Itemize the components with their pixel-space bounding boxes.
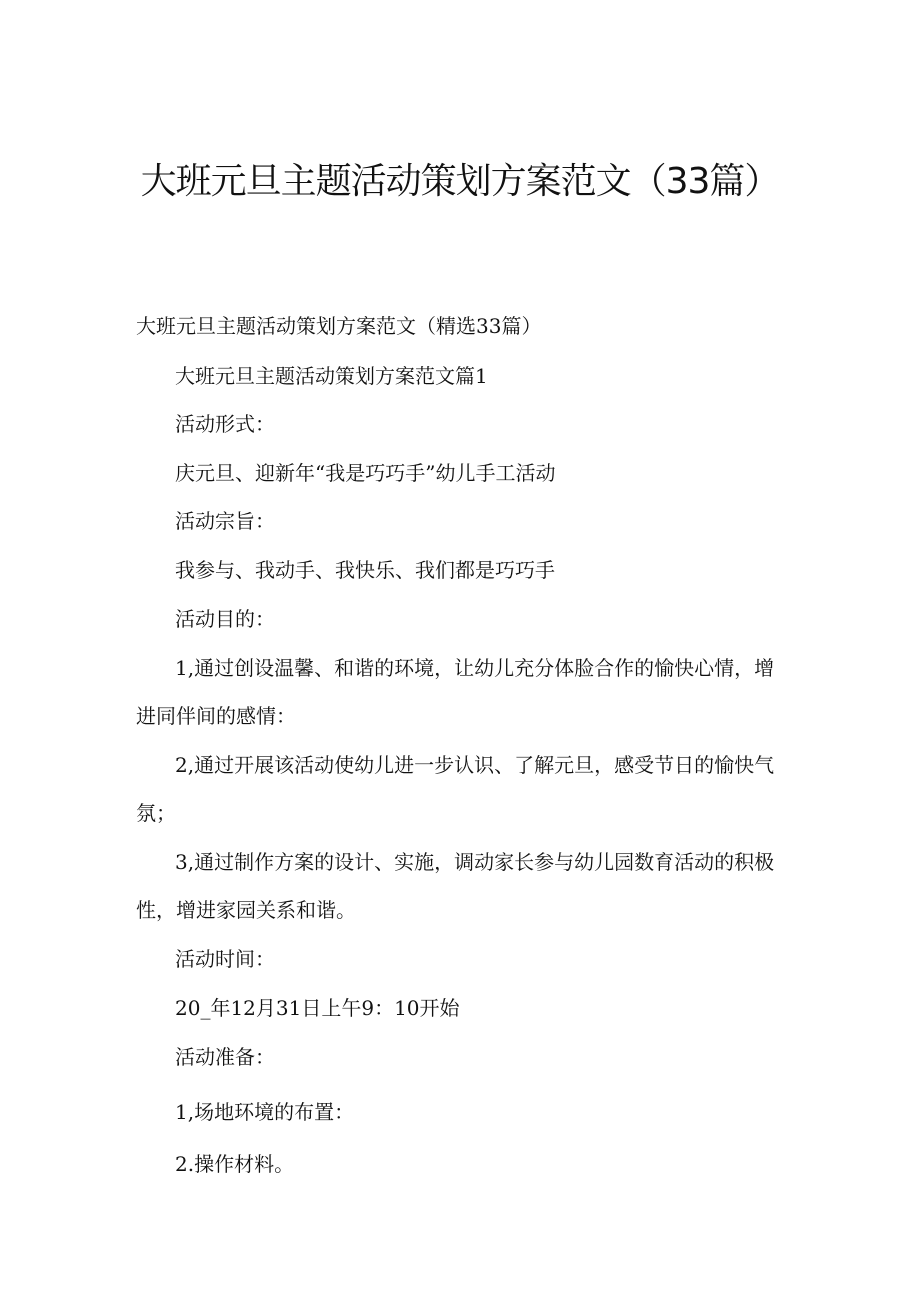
paragraph-goal-1-line-2: 进同伴间的感情： [136,704,296,728]
paragraph-goal-3-line-2: 性，增进家园关系和谐。 [136,898,356,922]
paragraph-goal-2-line-1: 2,通过开展该活动使幼儿进一步认识、了解元旦，感受节日的愉快气 [175,753,775,777]
paragraph-prep-1: 1,场地环境的布置： [175,1100,355,1124]
paragraph-activity-purpose-label: 活动宗旨： [175,509,275,533]
paragraph-prep-2: 2.操作材料。 [175,1152,295,1176]
section-heading: 大班元旦主题活动策划方案范文篇1 [175,364,488,388]
paragraph-activity-goals-label: 活动目的： [175,607,275,631]
paragraph-activity-time-label: 活动时间： [175,947,275,971]
paragraph-activity-form-label: 活动形式： [175,412,275,436]
paragraph-goal-3-line-1: 3,通过制作方案的设计、实施，调动家长参与幼儿园数育活动的积极 [175,850,775,874]
paragraph-activity-prep-label: 活动准备： [175,1045,275,1069]
document-title: 大班元旦主题活动策划方案范文（33篇） [140,161,780,202]
paragraph-activity-time: 20_年12月31日上午9：10开始 [175,996,460,1020]
paragraph-goal-2-line-2: 氛； [136,801,176,825]
paragraph-activity-form: 庆元旦、迎新年“我是巧巧手”幼儿手工活动 [175,461,556,485]
document-subtitle: 大班元旦主题活动策划方案范文（精选33篇） [136,314,542,338]
paragraph-goal-1-line-1: 1,通过创设温馨、和谐的环境，让幼儿充分体脸合作的愉快心情，增 [175,656,775,680]
paragraph-activity-purpose: 我参与、我动手、我快乐、我们都是巧巧手 [175,558,555,582]
